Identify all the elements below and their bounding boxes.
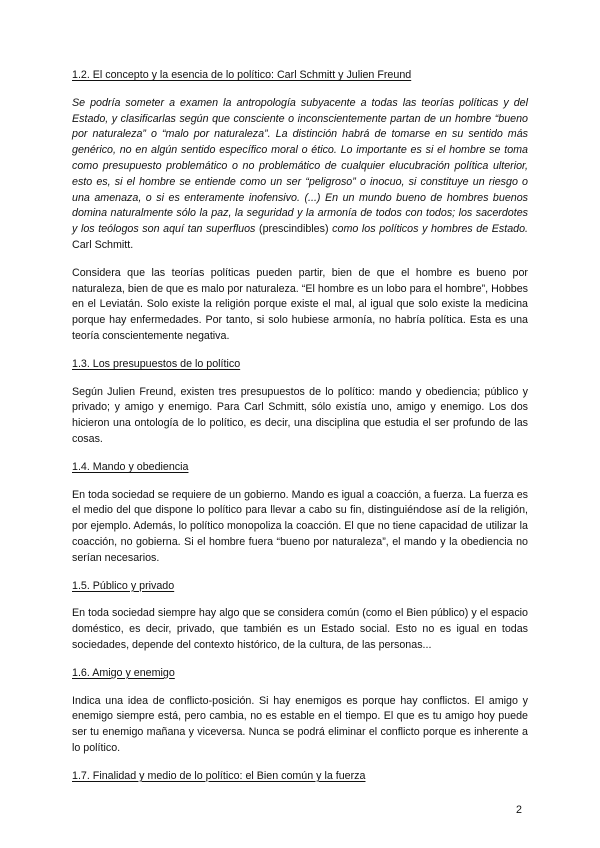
- paragraph: Según Julien Freund, existen tres presupuestos de lo político: mando y obediencia; público y privado; y amigo y enemigo. Para Carl Schmitt, sólo existía uno, amigo y enemigo. Los dos hicieron una ontología de lo político, es decir, una disciplina que estudia el ser profundo de las cosas.: [72, 385, 528, 445]
- section-heading-1-7: 1.7. Finalidad y medio de lo político: el Bien común y la fuerza: [72, 769, 366, 782]
- section-heading-1-2: 1.2. El concepto y la esencia de lo político: Carl Schmitt y Julien Freund: [72, 69, 412, 81]
- paragraph: En toda sociedad se requiere de un gobierno. Mando es igual a coacción, a fuerza. La fuerza es el medio del que dispone lo político para llevar a cabo su fin, distinguiéndose así de la religión, por ejemplo. Además, lo político monopoliza la coacción. El que no tiene capacidad de utilizar la coacción, no gobierna. Si el hombre fuera “bueno por naturaleza”, el mando y la obediencia no serían necesarios.: [72, 488, 528, 564]
- quote-italic-end: como los políticos y hombres de Estado.: [332, 223, 529, 236]
- section-heading-1-6: 1.6. Amigo y enemigo: [72, 666, 175, 679]
- quote-plain-text: (prescindibles): [255, 223, 333, 236]
- page-content: [72, 68, 528, 784]
- quote-attribution: Carl Schmitt.: [72, 238, 134, 251]
- page-number: 2: [516, 804, 522, 816]
- quote-italic-text: Se podría someter a examen la antropología subyacente a todas las teorías políticas y del Estado, y clasificarlas según que consciente o inconscientemente partan de un hombre “bueno por naturaleza” o “malo por naturaleza”. La distinción habrá de tomarse en su sentido más genérico, no en algún sentido específico moral o ético. Lo importante es si el hombre se toma como presupuesto problemático o no problemático de cualquier elucubración política ulterior, esto es, si el hombre se entiende como un ser “peligroso” o inocuo, si constituye un riesgo o una amenaza, o si es enteramente inofensivo. (...) En un mundo bueno de hombres buenos domina naturalmente sólo la paz, la seguridad y la armonía de todos con todos; los sacerdotes y los teólogos son aquí tan superfluos: [72, 96, 528, 236]
- schmitt-quote-paragraph: [72, 96, 528, 254]
- section-heading-1-4: 1.4. Mando y obediencia: [72, 460, 189, 473]
- paragraph: Indica una idea de conflicto-posición. Si hay enemigos es porque hay conflictos. El amigo y enemigo siempre está, pero cambia, no es estable en el tiempo. El que es tu amigo hoy puede ser tu enemigo mañana y viceversa. Nunca se podrá eliminar el conflicto porque es inherente a lo político.: [72, 694, 528, 754]
- section-heading-1-5: 1.5. Público y privado: [72, 579, 175, 592]
- paragraph: Considera que las teorías políticas pueden partir, bien de que el hombre es bueno por naturaleza, bien de que es malo por naturaleza. “El hombre es un lobo para el hombre”, Hobbes en el Leviatán. Solo existe la religión porque existe el mal, al igual que solo existe la medicina porque hay enfermedades. Por tanto, si solo hubiese armonía, no habría política. Esta es una teoría conscientemente negativa.: [72, 266, 528, 342]
- section-heading-1-3: 1.3. Los presupuestos de lo político: [72, 357, 241, 370]
- paragraph: En toda sociedad siempre hay algo que se considera común (como el Bien público) y el espacio doméstico, es decir, privado, que también es un Estado social. Esto no es igual en todas sociedades, depende del contexto histórico, de la cultura, de las personas...: [72, 607, 528, 651]
